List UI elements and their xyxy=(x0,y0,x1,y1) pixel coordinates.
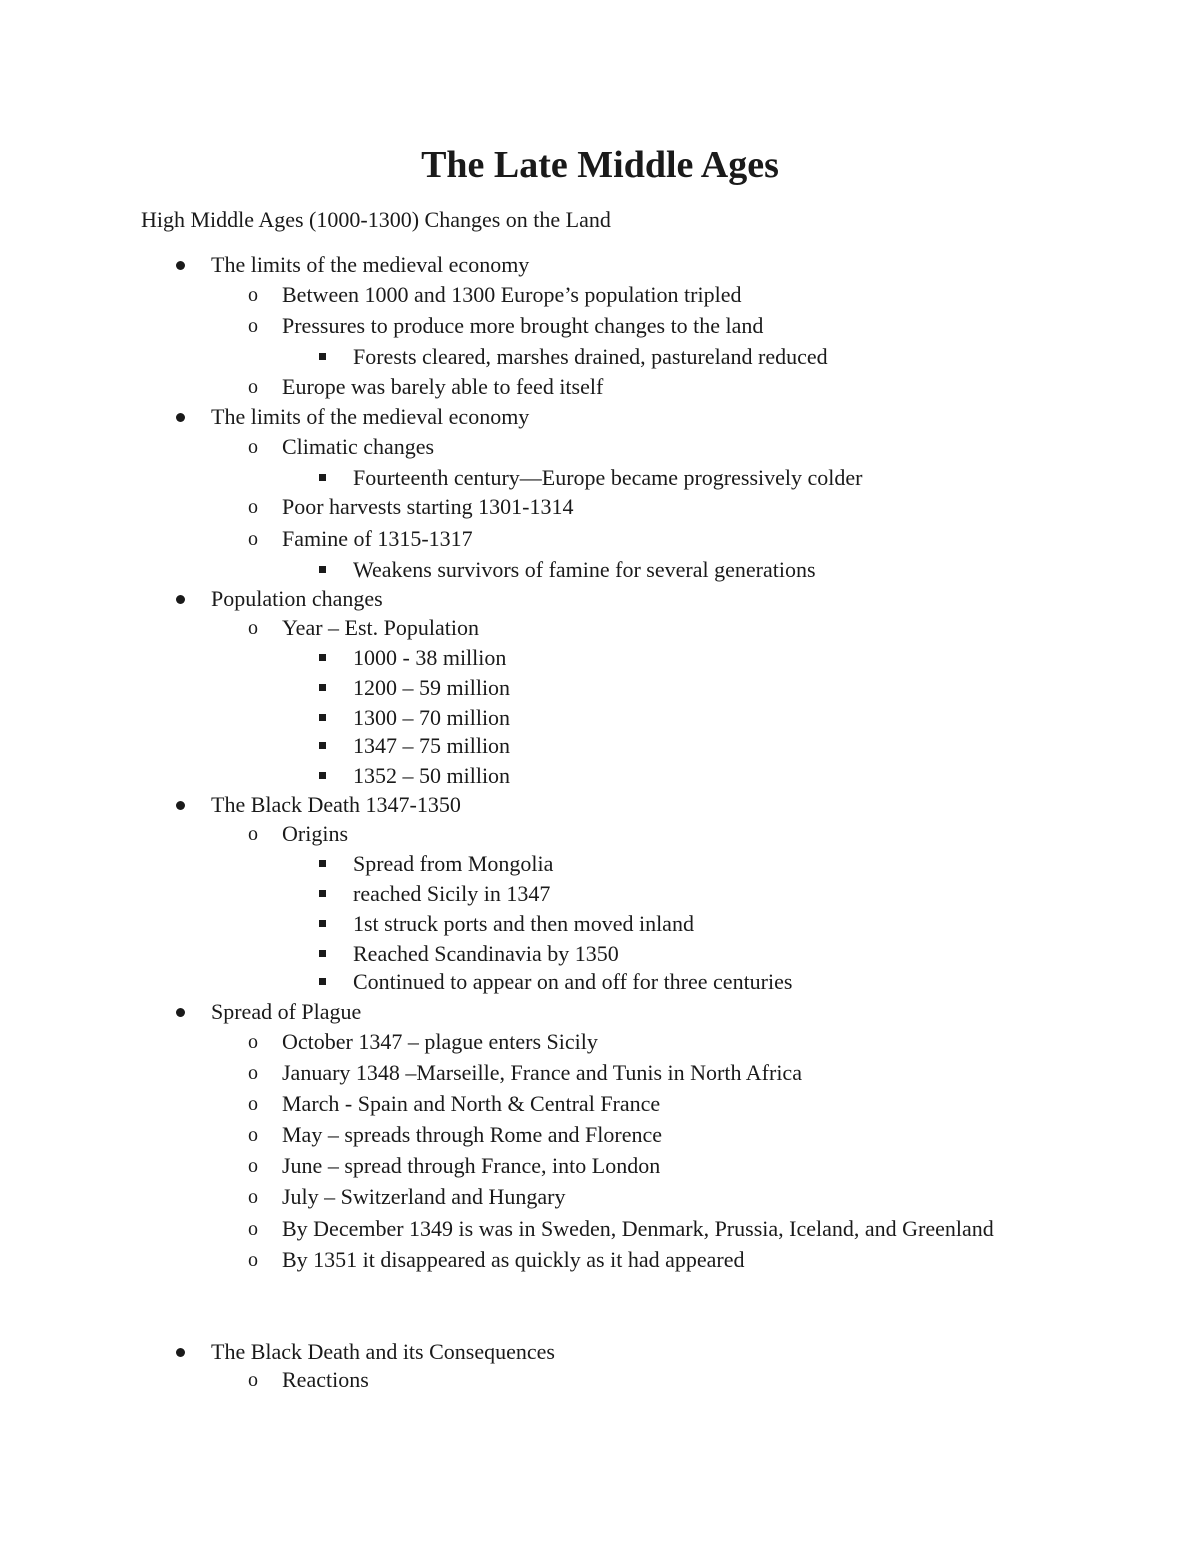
list-item-text: Reactions xyxy=(282,1367,369,1392)
list-item-text: The Black Death and its Consequences xyxy=(211,1339,555,1364)
bullet-square-icon xyxy=(319,566,326,573)
list-item-text: 1352 – 50 million xyxy=(353,763,511,788)
bullet-dot-icon xyxy=(176,413,185,422)
bullet-square-icon xyxy=(319,654,326,661)
list-item-text: By 1351 it disappeared as quickly as it had appeared xyxy=(282,1247,745,1272)
bullet-circle-icon: o xyxy=(248,1062,258,1084)
bullet-circle-icon: o xyxy=(248,436,258,458)
list-item-text: March - Spain and North & Central France xyxy=(282,1091,661,1116)
bullet-circle-icon: o xyxy=(248,1124,258,1146)
list-item-text: January 1348 –Marseille, France and Tunis in North Africa xyxy=(282,1060,802,1085)
list-item-text: The Black Death 1347-1350 xyxy=(211,792,461,817)
bullet-circle-icon: o xyxy=(248,1369,258,1391)
bullet-circle-icon: o xyxy=(248,1218,258,1240)
list-item-text: Year – Est. Population xyxy=(282,615,479,640)
bullet-circle-icon: o xyxy=(248,1155,258,1177)
intro-heading: High Middle Ages (1000-1300) Changes on the Land xyxy=(141,207,611,232)
list-item-text: Continued to appear on and off for three centuries xyxy=(353,969,793,994)
bullet-circle-icon: o xyxy=(248,1249,258,1271)
list-item-text: Poor harvests starting 1301-1314 xyxy=(282,494,574,519)
list-item-text: Origins xyxy=(282,821,348,846)
list-item-text: Between 1000 and 1300 Europe’s population tripled xyxy=(282,282,742,307)
list-item-text: Reached Scandinavia by 1350 xyxy=(353,941,619,966)
page-title: The Late Middle Ages xyxy=(421,144,779,186)
list-item-text: Spread from Mongolia xyxy=(353,851,554,876)
list-item-text: 1347 – 75 million xyxy=(353,733,511,758)
list-item-text: July – Switzerland and Hungary xyxy=(282,1184,566,1209)
list-item-text: Fourteenth century—Europe became progressively colder xyxy=(353,465,863,490)
bullet-circle-icon: o xyxy=(248,1093,258,1115)
bullet-square-icon xyxy=(319,742,326,749)
bullet-square-icon xyxy=(319,353,326,360)
list-item-text: Forests cleared, marshes drained, pastureland reduced xyxy=(353,344,828,369)
list-item-text: Pressures to produce more brought changes to the land xyxy=(282,313,764,338)
list-item-text: May – spreads through Rome and Florence xyxy=(282,1122,663,1147)
list-item-text: By December 1349 is was in Sweden, Denmark, Prussia, Iceland, and Greenland xyxy=(282,1216,994,1241)
list-item-text: reached Sicily in 1347 xyxy=(353,881,551,906)
bullet-dot-icon xyxy=(176,261,185,270)
list-item-text: 1200 – 59 million xyxy=(353,675,511,700)
bullet-circle-icon: o xyxy=(248,1031,258,1053)
bullet-dot-icon xyxy=(176,595,185,604)
bullet-circle-icon: o xyxy=(248,823,258,845)
list-item-text: Weakens survivors of famine for several generations xyxy=(353,557,816,582)
bullet-square-icon xyxy=(319,890,326,897)
list-item-text: June – spread through France, into London xyxy=(282,1153,661,1178)
list-item-text: The limits of the medieval economy xyxy=(211,404,530,429)
bullet-square-icon xyxy=(319,920,326,927)
bullet-square-icon xyxy=(319,772,326,779)
bullet-circle-icon: o xyxy=(248,1186,258,1208)
bullet-circle-icon: o xyxy=(248,617,258,639)
bullet-square-icon xyxy=(319,978,326,985)
bullet-square-icon xyxy=(319,474,326,481)
bullet-dot-icon xyxy=(176,1008,185,1017)
list-item-text: Spread of Plague xyxy=(211,999,362,1024)
bullet-square-icon xyxy=(319,860,326,867)
bullet-square-icon xyxy=(319,714,326,721)
bullet-circle-icon: o xyxy=(248,528,258,550)
list-item-text: Population changes xyxy=(211,586,383,611)
list-item-text: Europe was barely able to feed itself xyxy=(282,374,604,399)
bullet-circle-icon: o xyxy=(248,284,258,306)
bullet-circle-icon: o xyxy=(248,376,258,398)
bullet-square-icon xyxy=(319,684,326,691)
list-item-text: Climatic changes xyxy=(282,434,435,459)
list-item-text: 1300 – 70 million xyxy=(353,705,511,730)
list-item-text: The limits of the medieval economy xyxy=(211,252,530,277)
list-item-text: Famine of 1315-1317 xyxy=(282,526,473,551)
list-item-text: October 1347 – plague enters Sicily xyxy=(282,1029,598,1054)
bullet-circle-icon: o xyxy=(248,315,258,337)
list-item-text: 1st struck ports and then moved inland xyxy=(353,911,694,936)
list-item-text: 1000 - 38 million xyxy=(353,645,507,670)
bullet-dot-icon xyxy=(176,801,185,810)
bullet-dot-icon xyxy=(176,1348,185,1357)
bullet-circle-icon: o xyxy=(248,496,258,518)
bullet-square-icon xyxy=(319,950,326,957)
